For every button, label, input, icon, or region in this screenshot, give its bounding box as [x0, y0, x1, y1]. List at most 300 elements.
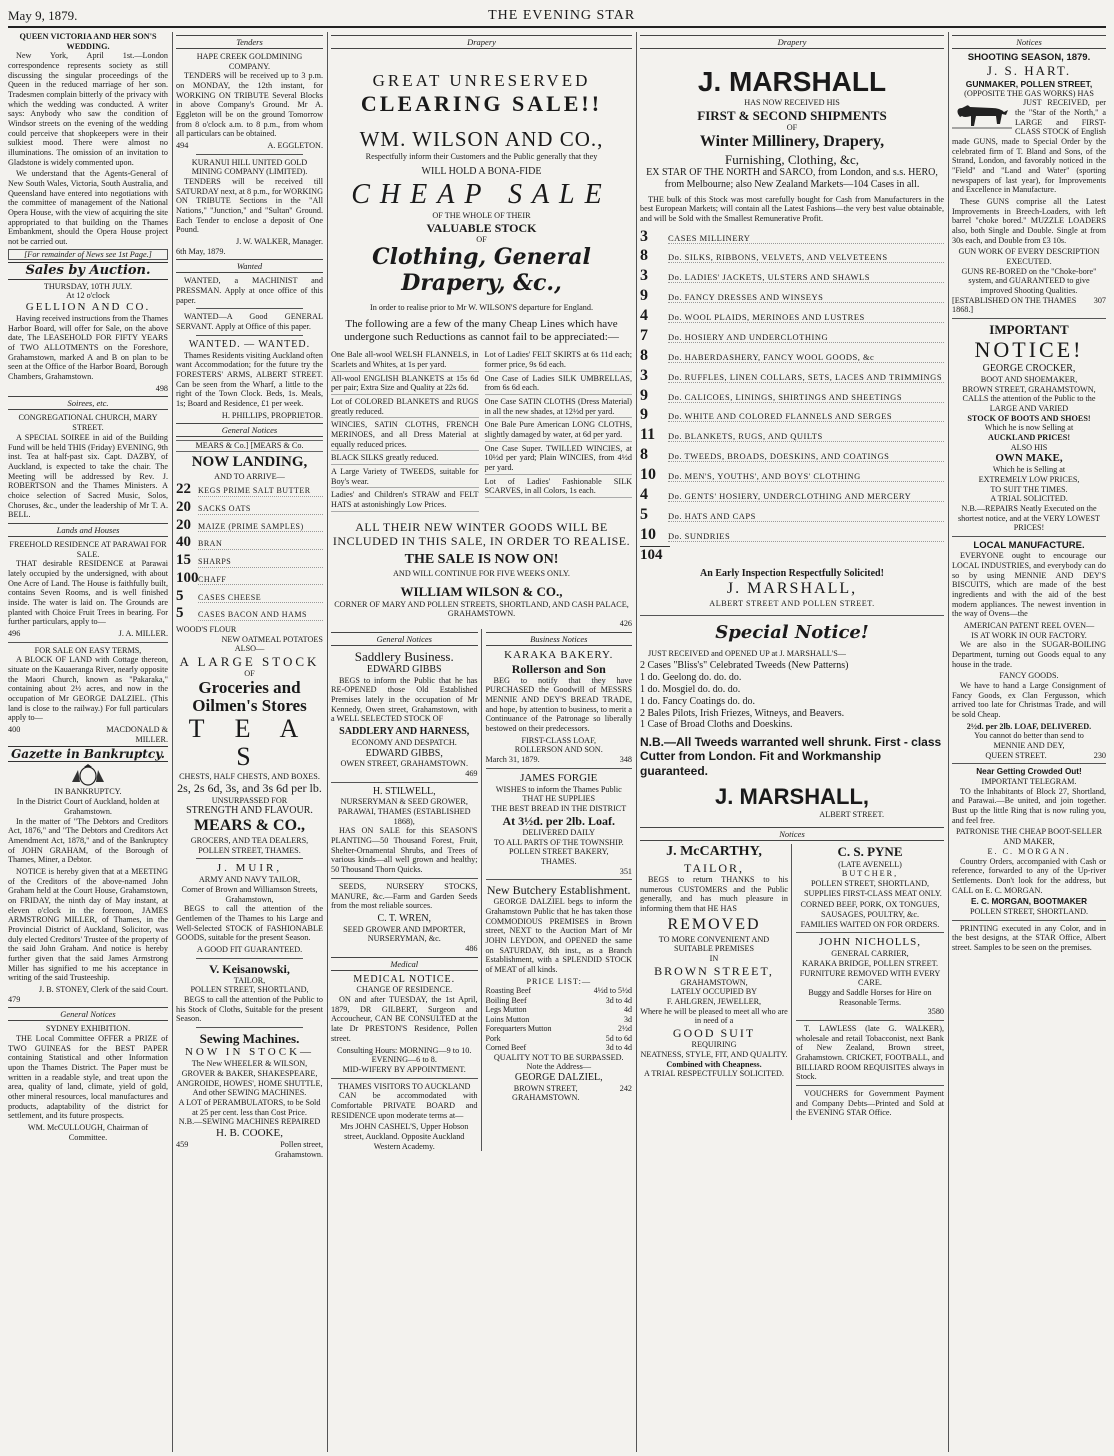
hart-name: J. S. HART.: [986, 63, 1072, 79]
pyne-late: (LATE AVENELL): [838, 859, 902, 869]
medical-text: ON and after TUESDAY, the 1st April, 1879, DR GILBERT, Surgeon and Accoucheur, CAN BE CONSULTED at the late Dr PRESTON'S Residence, Pollen street.: [331, 995, 478, 1043]
rollerson-title: Rollerson and Son: [511, 661, 606, 676]
sale-item: BLACK SILKS greatly reduced.: [331, 453, 479, 465]
price-value: 3d: [624, 1014, 632, 1024]
grahamstown: GRAHAMSTOWN,: [680, 977, 748, 987]
mennie-name: MENNIE AND DEY,: [993, 741, 1065, 751]
teas-sub: CHESTS, HALF CHESTS, AND BOXES.: [179, 771, 320, 781]
lands-title: FREEHOLD RESIDENCE AT PARAWAI FOR SALE.: [9, 539, 167, 559]
selling: Which he is now Selling at: [984, 423, 1074, 433]
ad-number: 479: [8, 994, 21, 1004]
crocker-address: BROWN STREET, GRAHAMSTOWN,: [962, 384, 1096, 394]
sewing-clear: A LOT of PERAMBULATORS, to be Sold at 25 per cent. less than Cost Price.: [178, 1098, 321, 1117]
tender-title: HAPE CREEK GOLDMINING COMPANY.: [196, 52, 303, 71]
fancy-text: We have to hand a Large Consignment of Fancy Goods, ex Clan Fergusson, which arrived too late for Christmas Trade, and will be sold Cheap.: [952, 681, 1106, 720]
telegram-text: TO the Inhabitants of Block 27, Shortland, and Parawai.—Be united, and join together. Bust up the little Ring that is now ruling you, and feel free.: [952, 786, 1106, 825]
telegram: IMPORTANT TELEGRAM.: [981, 777, 1077, 787]
landing-list: [176, 481, 323, 623]
landing-qty: 100: [176, 569, 199, 586]
price-row: [486, 1043, 633, 1052]
saddlery-harness: SADDLERY AND HARNESS,: [339, 726, 470, 738]
pyne-address: POLLEN STREET, SHORTLAND,: [810, 879, 930, 889]
section-header-general-notices: General Notices: [331, 632, 478, 646]
sewing-repair: N.B.—SEWING MACHINES REPAIRED: [178, 1117, 321, 1127]
case-row: [640, 526, 944, 545]
auction-text: Having received instructions from the Thames Harbor Board, will offer for Sale, on the above date, The LEASEHOLD FOR FIFTY YEARS of TWO ALLOTMENTS on the Foreshore, Grahamstown, marked A and B on plan to be seen at the Office of the Harbor Board, Borough Chambers, Grahamstown.: [8, 314, 168, 382]
gibbs-address: OWEN STREET, GRAHAMSTOWN.: [340, 759, 468, 769]
morgan-bootmaker: E. C. MORGAN, BOOTMAKER: [971, 897, 1087, 907]
case-desc: Do. HATS AND CAPS: [668, 511, 944, 522]
section-header-notices: Notices: [952, 35, 1106, 49]
price-list: [486, 986, 633, 1052]
tender-date: 6th May, 1879.: [176, 246, 226, 256]
marshall-received: HAS NOW RECEIVED HIS: [744, 98, 840, 108]
hart-just: JUST RECEIVED, per the "Star of the North," a LARGE and FIRST-CLASS STOCK of English made GUNS, made to Special Order by the celebrated firm of T. Bland and Sons, of the Strand, London, and favorably noticed in the "Field" and "Land and Water" (sporting newspapers of last year), for Improvements and Excellence in Manufacture.: [952, 98, 1106, 195]
case-qty: 8: [640, 346, 648, 364]
landing-qty: 5: [176, 605, 184, 622]
wanted-ad: WANTED—A Good GENERAL SERVANT. Apply at Office of this paper.: [176, 312, 323, 332]
sale-items-left: [331, 350, 479, 513]
also-his: ALSO HIS: [1010, 442, 1048, 452]
guns-text: These GUNS comprise all the Latest Improvements in Breech-Loaders, with left barrel "choke bored." MUZZLE LOADERS also, both Single and Double. Single at from 30s each, and Double from £3 10s.: [952, 196, 1106, 245]
case-qty: 3: [640, 227, 648, 245]
case-row: [640, 486, 944, 505]
landing-item: [176, 570, 323, 588]
tweed-item: 1 do. Fancy Coatings do. do.: [640, 695, 755, 707]
wren-text: SEEDS, NURSERY STOCKS, MANURE, &c.—Farm and Garden Seeds from the most reliable sources.: [331, 881, 478, 911]
medical-hours: Consulting Hours: MORNING—9 to 10. EVENING—6 to 8.: [337, 1045, 472, 1065]
suit-times: TO SUIT THE TIMES.: [990, 484, 1068, 494]
of-label: OF: [786, 123, 798, 133]
auction-date: THURSDAY, 10TH JULY.: [43, 281, 133, 291]
section-header-drapery: Drapery: [640, 35, 944, 49]
price-row: [486, 986, 633, 995]
wanted-text: Thames Residents visiting Auckland often want Accommodation; for the future try the FORESTERS' ARMS, ALBERT STREET. Can be seen from the Wharf, a little to the right of the Town Clock. Beds, 1s. Meals, 1s; Board and Residence, £1 per week.: [176, 350, 323, 408]
landing-qty: 20: [176, 516, 191, 533]
landing-desc: CASES BACON AND HAMS: [198, 610, 323, 620]
special-notice: Special Notice!: [715, 621, 869, 643]
forgie-best: THE BEST BREAD IN THE DISTRICT: [491, 804, 627, 814]
established: [ESTABLISHED ON THE THAMES 1868.]: [952, 295, 1077, 315]
case-qty: 8: [640, 247, 648, 265]
tweed-item: 2 Cases "Bliss's" Celebrated Tweeds (New Patterns): [640, 660, 849, 672]
case-qty: 4: [640, 485, 648, 503]
column-4: [640, 32, 944, 1452]
visitors-text: CAN be accommodated with Comfortable PRIVATE BOARD and RESIDENCE upon moderate terms at—: [331, 1091, 478, 1120]
wilson-name: WM. WILSON AND CO.,: [359, 127, 604, 152]
price-value: 4½d to 5½d: [593, 986, 632, 996]
calls: CALLS the attention of the Public to the LARGE AND VARIED: [962, 394, 1096, 414]
which-selling: Which he is Selling at: [992, 465, 1066, 475]
wanted-title: WANTED. — WANTED.: [188, 338, 311, 350]
sewing-signature: H. B. COOKE,: [216, 1127, 283, 1140]
case-desc: Do. MEN'S, YOUTHS', AND BOYS' CLOTHING: [668, 471, 944, 482]
furniture: FURNITURE REMOVED WITH EVERY CARE.: [799, 968, 941, 988]
case-row: [640, 466, 944, 485]
wilson-inform: Respectfully inform their Customers and the Public generally that they: [365, 151, 598, 161]
price-item: Loins Mutton: [485, 1014, 530, 1024]
landing-desc: BRAN: [198, 539, 323, 549]
pyne-text: SUPPLIES FIRST-CLASS MEAT ONLY.: [804, 888, 942, 898]
notice-title: NOTICE!: [974, 337, 1084, 363]
nicholls-trade: GENERAL CARRIER,: [831, 949, 909, 959]
section-header-business-notices: Business Notices: [486, 632, 633, 646]
realise-note: In order to realise prior to Mr W. WILSON'S departure for England.: [369, 302, 593, 312]
wren-name: C. T. WREN,: [377, 912, 432, 924]
landing-desc: MAIZE (PRIME SAMPLES): [198, 522, 323, 532]
landing-item: [176, 605, 323, 623]
case-qty: 11: [640, 426, 656, 444]
visitors-signature: Mrs JOHN CASHEL'S, Upper Hobson street, Auckland. Opposite Auckland Western Academy.: [340, 1122, 469, 1151]
bankruptcy-heading: Gazette in Bankruptcy.: [8, 746, 168, 762]
forgie-all-parts: TO ALL PARTS OF THE TOWNSHIP.: [493, 837, 624, 847]
landing-item: [176, 534, 323, 552]
country-orders: Country Orders, accompanied with Cash or reference, forwarded to any of the Up-river Settlements. Don't look for the address, but CALL on E. C. MORGAN.: [952, 856, 1106, 895]
news-title: QUEEN VICTORIA AND HER SON'S WEDDING.: [19, 32, 157, 51]
crowded-out: Near Getting Crowded Out!: [976, 767, 1082, 777]
strength: STRENGTH AND FLAVOUR.: [186, 805, 313, 817]
boots-stock: STOCK OF BOOTS AND SHOES!: [967, 413, 1091, 423]
vouchers-text: VOUCHERS for Government Payment and Company Debts—Printed and Sold at the EVENING STAR Office.: [796, 1089, 944, 1118]
news-paragraph: We understand that the Agents-General of New South Wales, Victoria, South Australia, and Queensland have entered into negotiations with the committee of management of the National Opera House, with the view of acquiring the site appropriated to that building on the Thames Embankment, should the Opera House project not be carried out.: [8, 169, 168, 247]
keisanowski-name: V. Keisanowski,: [209, 961, 290, 976]
crocker-name: GEORGE CROCKER,: [982, 363, 1076, 375]
morgan-address: POLLEN STREET, SHORTLAND.: [969, 906, 1089, 916]
pyne-name: C. S. PYNE: [837, 844, 903, 860]
news-continued-note: [For remainder of News see 1st Page.]: [8, 249, 168, 261]
case-desc: Do. BLANKETS, RUGS, AND QUILTS: [668, 431, 944, 442]
ad-number: 307: [1093, 295, 1106, 305]
combined: Combined with Cheapness.: [666, 1059, 762, 1069]
case-desc: Do. SUNDRIES: [668, 531, 944, 542]
tweed-item: 1 do. Mosgiel do. do. do.: [640, 684, 741, 696]
case-desc: Do. SILKS, RIBBONS, VELVETS, AND VELVETEENS: [668, 252, 944, 263]
landing-qty: 40: [176, 534, 191, 551]
furnishing: Furnishing, Clothing, &c,: [725, 151, 859, 167]
ad-number: 3580: [927, 1007, 944, 1017]
sale-text: A BLOCK OF LAND with Cottage thereon, situate on the Kauaeranga River, nearly opposite the Maori Church, known as "Pakaraka," containing about 2½ acres, and now in the occupation of Mr GEORGE DALZIEL. (This land is close to the railway.) For full particulars apply to—: [8, 655, 168, 723]
case-row: [640, 446, 944, 465]
sewing-address: Pollen street, Grahamstown.: [275, 1140, 323, 1159]
sale-item: A Large Variety of TWEEDS, suitable for Boy's wear.: [331, 467, 479, 488]
patronise: PATRONISE THE CHEAP BOOT-SELLER AND MAKER,: [955, 827, 1103, 847]
case-row: [640, 506, 944, 525]
stilwell-trade: NURSERYMAN & SEED GROWER,: [340, 797, 468, 807]
ahlgren: F. AHLGREN, JEWELLER,: [666, 997, 762, 1007]
ad-number: 400: [8, 724, 21, 734]
section-header-general-notices: General Notices: [8, 1007, 168, 1021]
landing-desc: CHAFF: [198, 575, 323, 585]
loaf: 2½d. per 2lb. LOAF, DELIVERED.: [966, 721, 1092, 731]
price-row: [486, 1024, 633, 1033]
section-header-notices: Notices: [640, 827, 944, 841]
winter-millinery: Winter Millinery, Drapery,: [699, 132, 885, 150]
muir-trade: ARMY AND NAVY TAILOR,: [198, 875, 301, 885]
shooting-season: SHOOTING SEASON, 1879.: [967, 52, 1091, 64]
soiree-title: CONGREGATIONAL CHURCH, MARY STREET.: [18, 413, 158, 433]
case-row: [640, 406, 944, 425]
ad-number: 426: [619, 618, 632, 628]
pyne-butcher: BUTCHER,: [841, 869, 899, 879]
price-value: 4d: [624, 1005, 632, 1015]
address-note: Note the Address—: [526, 1062, 592, 1072]
gun-work: GUN WORK OF EVERY DESCRIPTION EXECUTED.: [958, 247, 1100, 266]
loaf-sub: You cannot do better than send to: [974, 731, 1084, 741]
ad-number: 242: [619, 1083, 632, 1093]
case-desc: Do. HOSIERY AND UNDERCLOTHING: [668, 332, 944, 343]
case-desc: Do. FANCY DRESSES AND WINSEYS: [668, 292, 944, 303]
inspection-note: An Early Inspection Respectfully Solicited!: [700, 568, 884, 580]
case-row: [640, 327, 944, 346]
good-suit: GOOD SUIT: [672, 1026, 756, 1041]
mears-header: MEARS & Co.] [MEARS & Co.: [176, 440, 323, 452]
column-2: [176, 32, 323, 1452]
midwifery: MID-WIFERY BY APPOINTMENT.: [342, 1064, 466, 1074]
section-header-general-notices: General Notices: [176, 423, 323, 437]
lands-signature: J. A. MILLER.: [118, 628, 168, 638]
tweeds-nb: N.B.—All Tweeds warranted well shrunk. First - class Cutter from London. Fit and Workmanship guaranteed.: [640, 735, 942, 778]
case-qty: 3: [640, 267, 648, 285]
case-row: [640, 247, 944, 266]
forgie-bakery: POLLEN STREET BAKERY,: [508, 847, 609, 857]
auction-firm: GELLION AND CO.: [25, 301, 151, 314]
bankruptcy-matter: In the matter of "The Debtors and Creditors Act, 1876," and "The Debtors and Creditors Act Amendment Act, 1878," and of the Bankruptcy of JOHN GRAHAM, of the Borough of Thames, Miner, a Debtor.: [8, 816, 168, 865]
keisanowski-address: POLLEN STREET, SHORTLAND,: [190, 985, 309, 995]
medical-sub: CHANGE OF RESIDENCE.: [356, 985, 453, 995]
case-row: [640, 228, 944, 247]
morgan-name: E. C. MORGAN.: [987, 846, 1071, 856]
case-qty: 10: [640, 466, 656, 484]
following-lines: The following are a few of the many Cheap Lines which have undergone such Reductions as cannot fail to be appreciated:—: [344, 318, 619, 344]
price-item: Boiling Beef: [485, 995, 527, 1005]
trial: A TRIAL RESPECTFULLY SOLICITED.: [644, 1069, 784, 1079]
column-rule: [948, 32, 949, 1452]
ad-number: 496: [8, 628, 21, 638]
auction-heading: Sales by Auction.: [8, 262, 168, 279]
printing-text: PRINTING executed in any Color, and in the best designs, at the STAR Office, Albert street. Samples to be seen on the premises.: [952, 923, 1106, 952]
column-1: [8, 32, 168, 1452]
tweeds-list: [640, 660, 944, 731]
rollerson-text: BEG to notify that they have PURCHASED the Goodwill of MESSRS MENNIE AND DEY'S BREAD TRADE, and hope, by attention to business, to merit a Continuance of the Patronage so liberally bestowed on their predecessors.: [485, 675, 632, 734]
landing-item: [176, 588, 323, 606]
in-label: IN: [709, 953, 719, 963]
section-header-lands: Lands and Houses: [8, 523, 168, 537]
wanted-signature: H. PHILLIPS, PROPRIETOR.: [221, 410, 323, 420]
case-qty: 7: [640, 326, 648, 344]
of-label: OF: [244, 669, 255, 679]
column-rule: [172, 32, 173, 1452]
case-row: [640, 287, 944, 306]
landing-desc: KEGS PRIME SALT BUTTER: [198, 486, 323, 496]
own-make: OWN MAKE,: [995, 452, 1063, 465]
muir-footer: A GOOD FIT GUARANTEED.: [196, 944, 303, 954]
gibbs-sign: EDWARD GIBBS,: [365, 747, 443, 759]
where: Where he will be pleased to meet all who are in need of a: [640, 1006, 788, 1026]
price-value: 2½d: [618, 1024, 632, 1034]
oatmeal-label: NEW OATMEAL POTATOES: [221, 634, 323, 644]
cases-total: 104: [640, 546, 670, 565]
ex-star: EX STAR OF THE NORTH and SARCO, from London, and s.s. HERO, from Melbourne; also New Zealand Markets—104 Cases in all.: [646, 166, 938, 190]
hunting-dog-icon: [952, 100, 1012, 132]
column-5: [952, 32, 1106, 1452]
sale-item: One Case of Ladies SILK UMBRELLAS, from 6s 6d each.: [485, 374, 633, 395]
mccarthy-trade: TAILOR,: [683, 860, 745, 875]
section-header-tenders: Tenders: [176, 35, 323, 49]
wanted-ad: WANTED, a MACHINIST and PRESSMAN. Apply at once office of this paper.: [176, 276, 323, 305]
case-desc: Do. WOOL PLAIDS, MERINOES AND LUSTRES: [668, 312, 944, 323]
sale-item: Lot of Ladies' Fashionable SILK SCARVES, in all Colors, 1s each.: [485, 477, 633, 498]
ad-number: 351: [619, 866, 632, 876]
section-header-drapery: Drapery: [331, 35, 632, 49]
tender-text: TENDERS will be received up to 3 p.m. on MONDAY, the 12th instant, for WORKING ON TRIBUTE Several Blocks in above Company's Ground. Mr A. Eggleton will be on the ground Tomorrow from 8 o'clock a.m. to 8 p.m., from whom all particulars can be obtained.: [176, 71, 323, 139]
oven-sub: IS AT WORK IN OUR FACTORY.: [971, 630, 1087, 640]
sale-items-right: [485, 350, 633, 513]
neatness: NEATNESS, STYLE, FIT, AND QUALITY.: [640, 1049, 788, 1059]
sale-title: FOR SALE ON EASY TERMS,: [34, 645, 142, 655]
ww-name: WILLIAM WILSON & CO.,: [400, 584, 563, 600]
tender-signature: A. EGGLETON.: [267, 141, 323, 151]
wren-trade: SEED GROWER AND IMPORTER, NURSERYMAN, &c.: [343, 924, 466, 944]
marshall-footer-name: J. MARSHALL,: [715, 783, 869, 809]
price-item: Roasting Beef: [485, 986, 532, 996]
price-value: 3d to 4d: [605, 1043, 632, 1053]
rebored: GUNS RE-BORED on the "Choke-bore" system, and GUARANTEED to give improved Shooting Qualities.: [961, 266, 1097, 295]
case-qty: 9: [640, 406, 648, 424]
teas-title: T E A S: [188, 713, 311, 772]
rollerson-date: March 31, 1879.: [485, 755, 540, 765]
muir-address: Corner of Brown and Williamson Streets, Grahamstown,: [181, 884, 318, 904]
mears-name: MEARS & CO.,: [193, 817, 306, 835]
price-list-title: PRICE LIST:—: [526, 976, 592, 986]
case-desc: Do. GENTS' HOSIERY, UNDERCLOTHING AND MERCERY: [668, 491, 944, 502]
price-value: 3d to 4d: [605, 995, 632, 1005]
sugar-text: We are also in the SUGAR-BOILING Department, turning out Goods equal to any house in the trade.: [952, 640, 1106, 669]
case-desc: Do. TWEEDS, BROADS, DOESKINS, AND COATINGS: [668, 451, 944, 462]
sewing-title: Sewing Machines.: [199, 1031, 300, 1047]
auckland-prices: AUCKLAND PRICES!: [987, 433, 1071, 443]
bankruptcy-notice: NOTICE is hereby given that at a MEETING of the Creditors of the above-named John Graham held at the Court House, Grahamstown, on FRIDAY, the ninth day of May instant, at eleven o'clock in the forenoon, JAMES ARMSTRONG MILLER, of Thames, in the Provincial District of Auckland, Solicitor, was duly elected Creditors' Trustee of the property of the said John Graham. And notice is hereby further given that the said James Armstrong Miller has signified to me his acceptance in writing of the said Trusteeship.: [8, 866, 168, 983]
ad-number: 494: [176, 141, 189, 151]
bankruptcy-court: In the District Court of Auckland, holden at Grahamstown.: [16, 797, 160, 816]
landing-qty: 15: [176, 552, 191, 569]
saddlery-text: BEGS to inform the Public that he has RE-OPENED those Old Established Premises lately in the occupation of Mr Kennedy, Owen street, Grahamstown, with a WELL SELECTED STOCK OF: [331, 675, 478, 724]
case-row: [640, 347, 944, 366]
case-row: [640, 367, 944, 386]
sale-now-on: THE SALE IS NOW ON!: [404, 552, 559, 568]
column-3: [331, 32, 632, 1452]
premises: TO MORE CONVENIENT AND SUITABLE PREMISES: [658, 934, 770, 954]
mears-address: POLLEN STREET, THAMES.: [198, 845, 301, 855]
section-header-wanted: Wanted: [176, 259, 323, 273]
case-desc: Do. LADIES' JACKETS, ULSTERS AND SHAWLS: [668, 272, 944, 283]
buggy: Buggy and Saddle Horses for Hire on Reasonable Terms.: [808, 988, 932, 1007]
sale-item: All-wool ENGLISH BLANKETS at 15s 6d per pair; Extra Size and Quality at 22s 6d.: [331, 374, 479, 395]
valuable-stock: VALUABLE STOCK: [426, 220, 537, 235]
sale-item: One Case Super. TWILLED WINCIES, at 10½d per yard; Plain WINCIES, from 4½d per yard.: [485, 444, 633, 475]
karaka-bakery: KARAKA BAKERY.: [504, 648, 614, 661]
case-qty: 9: [640, 386, 648, 404]
case-row: [640, 426, 944, 445]
five-weeks: AND WILL CONTINUE FOR FIVE WEEKS ONLY.: [393, 568, 570, 578]
great-unreserved: GREAT UNRESERVED: [372, 71, 591, 91]
cases-list: [640, 228, 944, 545]
case-desc: Do. HABERDASHERY, FANCY WOOL GOODS, &c: [668, 352, 944, 363]
forgie-delivered: DELIVERED DAILY: [522, 827, 596, 837]
mccarthy-name: J. McCARTHY,: [666, 844, 762, 860]
sewing-text: The New WHEELER & WILSON, GROVER & BAKER, SHAKESPEARE, ANGROIDE, HOWES', HOME SHUTTLE, And other SEWING MACHINES.: [176, 1059, 323, 1098]
ad-number: 230: [1093, 750, 1106, 760]
masthead-date: May 9, 1879.: [8, 8, 78, 23]
landing-desc: SHARPS: [198, 557, 323, 567]
landing-qty: 20: [176, 499, 191, 516]
sale-item: WINCIES, SATIN CLOTHS, FRENCH MERINOES, and all Dress Material at equally reduced prices.: [331, 420, 479, 451]
keisanowski-trade: TAILOR,: [233, 975, 266, 985]
fancy-goods: FANCY GOODS.: [999, 671, 1059, 681]
case-row: [640, 267, 944, 286]
visitors-title: THAMES VISITORS TO AUCKLAND: [338, 1081, 471, 1091]
masthead: [8, 6, 1106, 28]
large-stock: A LARGE STOCK: [179, 653, 320, 669]
sale-item: One Case SATIN CLOTHS (Dress Material) in all the new shades, at 12½d per yard.: [485, 397, 633, 418]
masthead-title: THE EVENING STAR: [488, 8, 636, 23]
stilwell-name: H. STILWELL,: [372, 785, 436, 797]
case-qty: 3: [640, 366, 648, 384]
price-row: [486, 1015, 633, 1024]
case-qty: 5: [640, 505, 648, 523]
groceries-title: Groceries and Oilmen's Stores: [192, 677, 307, 715]
tweed-item: 1 do. Geelong do. do. do.: [640, 672, 742, 684]
forgie-price: At 3½d. per 2lb. Loaf.: [502, 813, 615, 828]
repairs: N.B.—REPAIRS Neatly Executed on the shortest notice, and at the VERY LOWEST PRICES!: [957, 504, 1101, 533]
removed: REMOVED: [667, 915, 761, 933]
mccarthy-text: BEGS to return THANKS to his numerous CUSTOMERS and the Public generally, and has much pleasure in informing them that HE HAS: [640, 875, 788, 914]
landing-qty: 22: [176, 481, 191, 498]
forgie-name: JAMES FORGIE: [520, 771, 598, 784]
unsurpassed: UNSURPASSED FOR: [211, 795, 288, 805]
news-paragraph: New York, April 1st.—London correspondence represents society as still discussing the singular proceedings of the Queen in the reduced marriage of her son. Tradesmen complain bitterly of the privacy with which the wedding was conducted. A writer says: Anybody who saw the condition of Windsor streets on the evening of the wedding could perceive that shopkeepers were in their sulkiest mood. There were almost no illuminations. The omission of an invitation to Gladstone is widely commented upon.: [8, 51, 168, 167]
ww-address: CORNER OF MARY AND POLLEN STREETS, SHORTLAND, AND CASH PALACE, GRAHAMSTOWN.: [334, 599, 629, 619]
landing-item: [176, 552, 323, 570]
important: IMPORTANT: [989, 322, 1069, 338]
landing-item: [176, 517, 323, 535]
landing-title: NOW LANDING,: [191, 454, 308, 471]
quality-note: QUALITY NOT TO BE SURPASSED.: [493, 1052, 624, 1062]
rollerson-sign: ROLLERSON AND SON.: [514, 745, 603, 755]
case-qty: 10: [640, 525, 656, 543]
trial-solicited: A TRIAL SOLICITED.: [990, 494, 1068, 504]
price-row: [486, 996, 633, 1005]
royal-crest-icon: [68, 764, 108, 786]
keisanowski-text: BEGS to call the attention of the Public to his Stock of Cloths, Suitable for the present Season.: [176, 995, 323, 1024]
low-prices: EXTREMELY LOW PRICES,: [978, 475, 1080, 485]
gibbs-name: EDWARD GIBBS: [366, 663, 442, 675]
just-received: JUST RECEIVED and OPENED UP at J. MARSHALL'S—: [648, 648, 846, 658]
auction-time: At 12 o'clock: [66, 291, 110, 301]
brown-street: BROWN STREET,: [654, 963, 774, 978]
price-item: Pork: [485, 1033, 501, 1043]
local-text: EVERYONE ought to encourage our LOCAL INDUSTRIES, and everybody can do so by using MENNIE AND DEY'S BISCUITS, which are made of the best ingredients and with the aid of the best modern appliances. The newest invention in the way of Ovens—the: [952, 551, 1106, 619]
oven: AMERICAN PATENT REEL OVEN—: [963, 621, 1095, 631]
sale-item: Lot of COLORED BLANKETS and RUGS greatly reduced.: [331, 397, 479, 418]
column-rule: [636, 32, 637, 1452]
stilwell-address: PARAWAI, THAMES (ESTABLISHED 1868),: [337, 807, 471, 826]
sale-item: One Bale all-wool WELSH FLANNELS, in Scarlets and Whites, at 1s per yard.: [331, 350, 479, 371]
column-rule: [327, 32, 328, 1452]
sewing-sub: NOW IN STOCK—: [184, 1046, 315, 1059]
butchery-text: GEORGE DALZIEL begs to inform the Grahamstown Public that he has taken those COMMODIOUS PREMISES in Brown street, NEXT to the Auction Mart of Mr JOHN LEYDON, and OPENED the same on SATURDAY, 8th inst., as a Branch Establishment, with a SPLENDID STOCK of MEAT of all kinds.: [485, 897, 632, 975]
families: FAMILIES WAITED ON FOR ORDERS.: [800, 919, 940, 929]
ad-number: 469: [465, 768, 478, 778]
